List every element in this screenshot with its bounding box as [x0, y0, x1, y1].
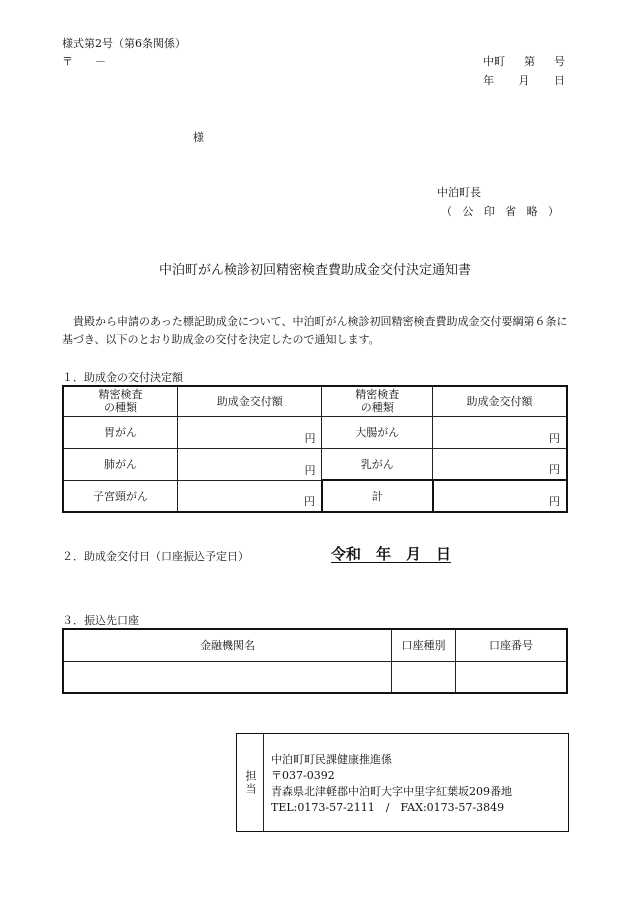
table-row	[63, 448, 567, 480]
seal-char: ）	[547, 205, 559, 218]
section2-heading: ２．助成金交付日（口座振込予定日）	[62, 550, 249, 563]
exam-type-cell: 胃がん	[63, 416, 178, 448]
section1-heading: １．助成金の交付決定額	[62, 371, 183, 384]
header-account-number: 口座番号	[455, 629, 567, 661]
amount-cell[interactable]: 円	[178, 448, 322, 480]
issuer-title: 中泊町長	[437, 186, 481, 199]
header-bank-name: 金融機関名	[63, 629, 392, 661]
issue-date-year: 年	[483, 74, 494, 87]
total-label-cell: 計	[322, 480, 433, 512]
contact-phone-fax: TEL:0173-57-2111 / FAX:0173-57-3849	[271, 801, 505, 814]
issue-number-go: 号	[554, 55, 565, 68]
seal-omitted-note	[441, 203, 559, 219]
bank-account-table	[62, 628, 568, 694]
contact-address: 青森県北津軽郡中泊町大字中里字紅葉坂209番地	[271, 785, 512, 798]
issue-number	[483, 53, 565, 69]
amount-cell[interactable]: 円	[433, 448, 568, 480]
form-number: 様式第2号（第6条関係）	[62, 37, 186, 50]
table-header-row	[63, 629, 567, 661]
recipient-honorific: 様	[193, 131, 204, 144]
payment-date[interactable]: 令和 年 月 日	[331, 545, 452, 563]
seal-char: 略	[526, 205, 538, 218]
contact-box	[236, 733, 569, 832]
seal-char: 公	[462, 205, 474, 218]
bank-name-cell[interactable]	[63, 661, 392, 693]
account-number-cell[interactable]	[455, 661, 567, 693]
postal-code-mark: 〒 －	[62, 55, 106, 68]
header-grant-amount: 助成金交付額	[433, 386, 568, 416]
contact-label: 担当	[237, 734, 264, 831]
document-body: 貴殿から申請のあった標記助成金について、中泊町がん検診初回精密検査費助成金交付要綱第６条に基づき、以下のとおり助成金の交付を決定したので通知します。	[62, 315, 568, 346]
header-grant-amount: 助成金交付額	[178, 386, 322, 416]
exam-type-cell: 乳がん	[322, 448, 433, 480]
amount-cell[interactable]: 円	[178, 480, 322, 512]
seal-char: 印	[483, 205, 495, 218]
issue-number-dai: 第	[524, 55, 535, 68]
header-account-type: 口座種別	[392, 629, 456, 661]
issue-date	[483, 72, 565, 88]
table-header-row	[63, 386, 567, 416]
issue-date-month: 月	[518, 74, 530, 87]
total-amount-cell[interactable]: 円	[433, 480, 568, 512]
header-exam-type: 精密検査 の種類	[322, 386, 433, 416]
issue-date-day: 日	[554, 74, 565, 87]
exam-type-cell: 大腸がん	[322, 416, 433, 448]
contact-details	[271, 752, 512, 816]
amount-cell[interactable]: 円	[433, 416, 568, 448]
amount-cell[interactable]: 円	[178, 416, 322, 448]
document-title: 中泊町がん検診初回精密検査費助成金交付決定通知書	[158, 263, 471, 278]
issue-number-prefix: 中町	[483, 55, 505, 68]
header-exam-type: 精密検査 の種類	[63, 386, 178, 416]
grant-amount-table	[62, 385, 568, 513]
table-row	[63, 661, 567, 693]
table-row	[63, 480, 567, 512]
seal-char: （	[441, 205, 452, 218]
table-row	[63, 416, 567, 448]
seal-char: 省	[505, 205, 517, 218]
contact-postal-code: 〒037-0392	[271, 769, 335, 782]
exam-type-cell: 肺がん	[63, 448, 178, 480]
account-type-cell[interactable]	[392, 661, 456, 693]
section3-heading: ３．振込先口座	[62, 614, 139, 627]
contact-department: 中泊町町民課健康推進係	[271, 753, 392, 766]
exam-type-cell: 子宮頸がん	[63, 480, 178, 512]
